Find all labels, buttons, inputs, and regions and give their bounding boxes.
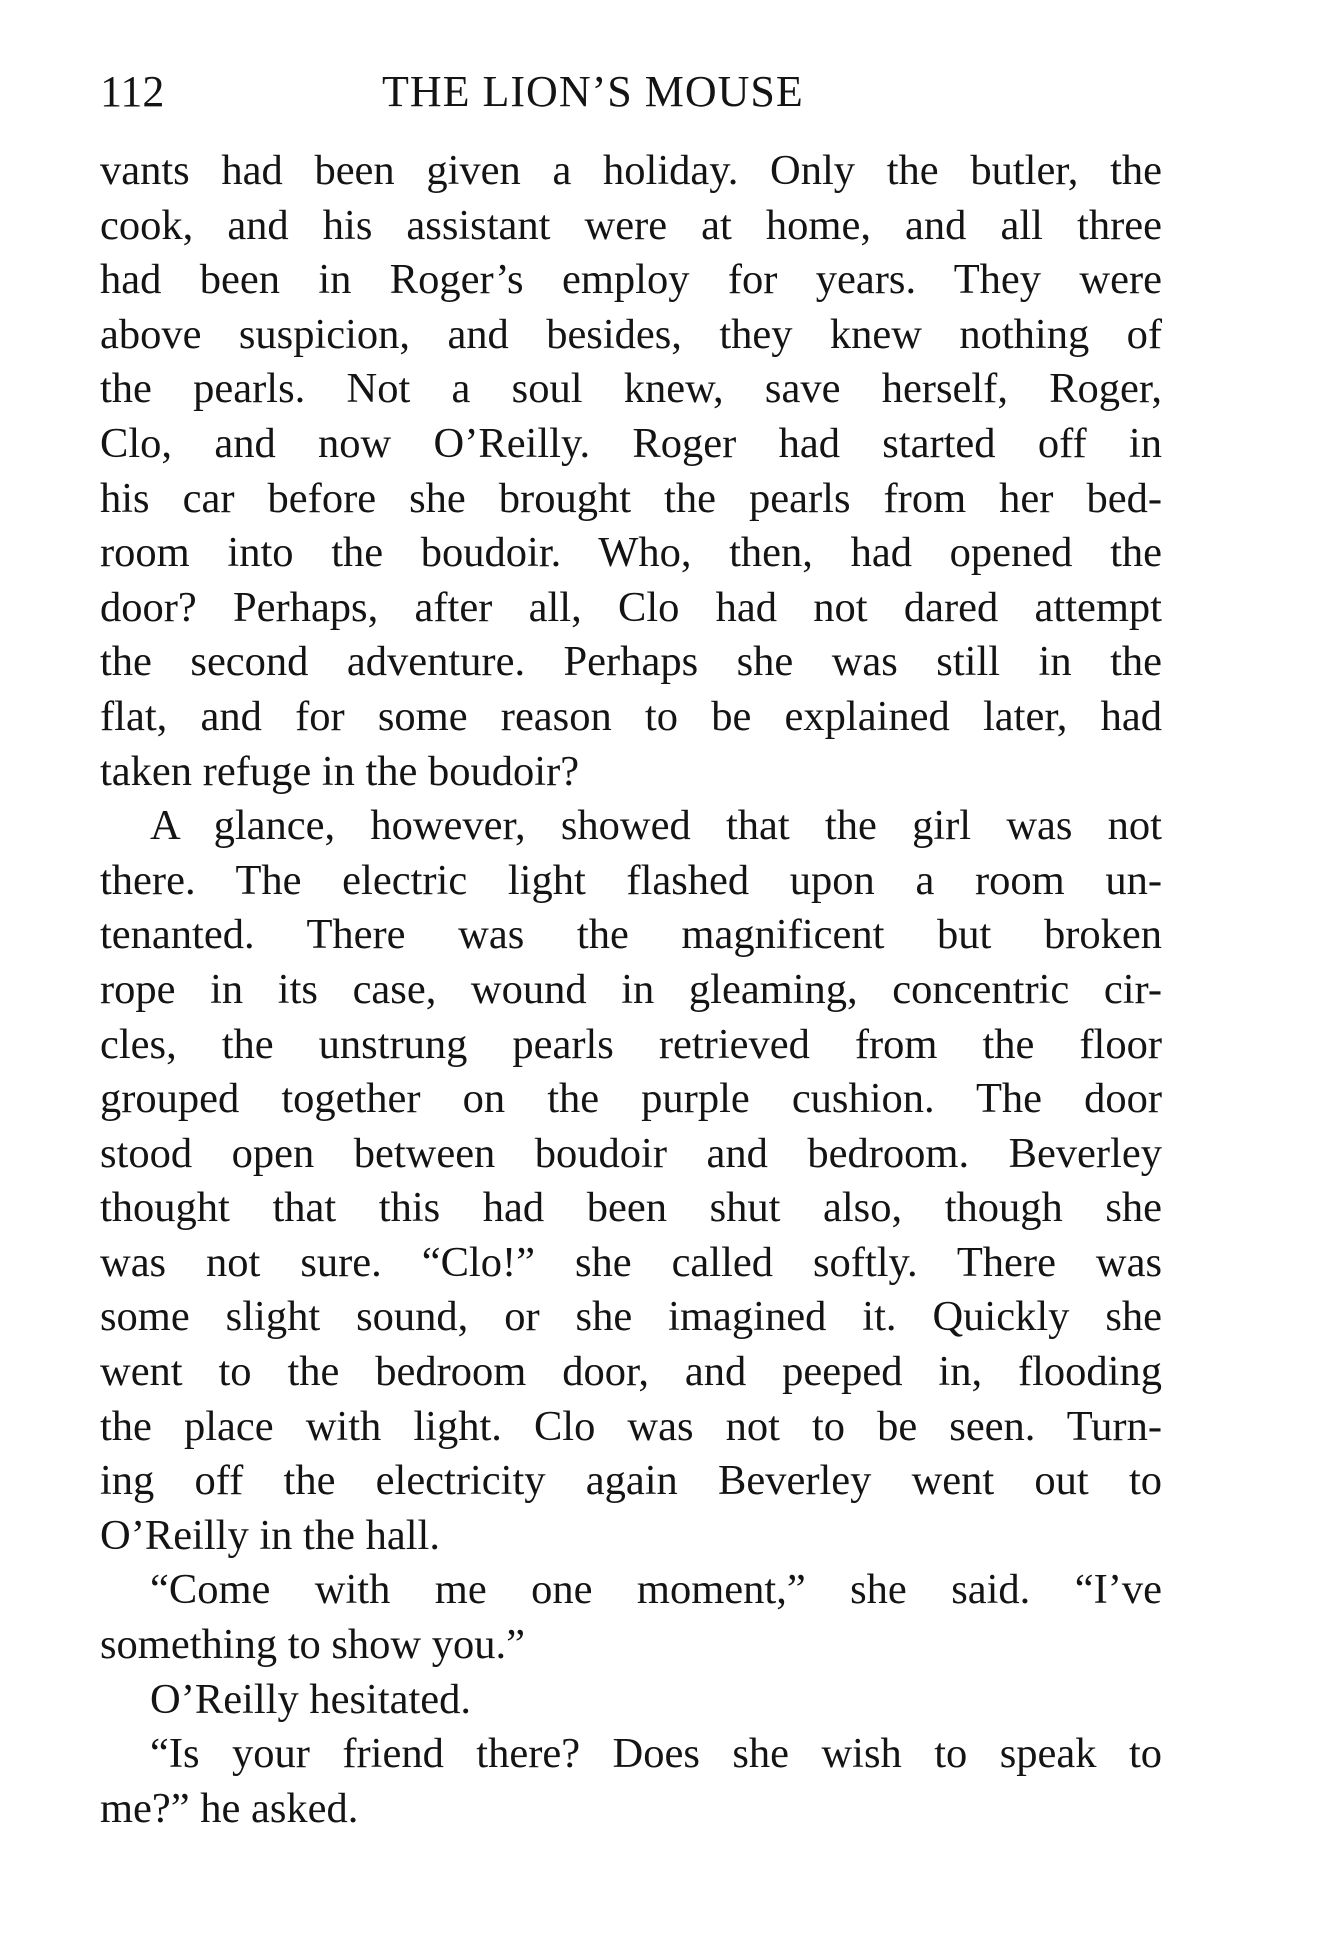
text-line: was not sure. “Clo!” she called softly. There was — [100, 1238, 1162, 1286]
text-line: Clo, and now O’Reilly. Roger had started off in — [100, 419, 1162, 467]
text-line: rope in its case, wound in gleaming, concentric cir- — [100, 965, 1162, 1013]
body-text — [100, 144, 1162, 1836]
text-line: cook, and his assistant were at home, and all three — [100, 201, 1162, 249]
running-head — [100, 62, 1160, 122]
text-line: above suspicion, and besides, they knew nothing of — [100, 310, 1162, 358]
text-line: O’Reilly hesitated. — [150, 1675, 472, 1723]
text-line: O’Reilly in the hall. — [100, 1511, 440, 1559]
text-line: the second adventure. Perhaps she was still in the — [100, 638, 1162, 686]
text-line: his car before she brought the pearls from her bed- — [100, 474, 1162, 522]
text-line: A glance, however, showed that the girl was not — [150, 802, 1162, 850]
text-line: “Is your friend there? Does she wish to speak to — [150, 1730, 1162, 1778]
text-line: stood open between boudoir and bedroom. Beverley — [100, 1129, 1162, 1177]
text-line: some slight sound, or she imagined it. Quickly she — [100, 1293, 1162, 1341]
text-line: went to the bedroom door, and peeped in, flooding — [100, 1348, 1162, 1396]
text-line: tenanted. There was the magnificent but broken — [100, 911, 1162, 959]
text-line: me?” he asked. — [100, 1784, 359, 1832]
text-line: the place with light. Clo was not to be seen. Turn- — [100, 1402, 1162, 1450]
text-line: vants had been given a holiday. Only the butler, the — [100, 147, 1162, 194]
text-line: there. The electric light flashed upon a room un- — [100, 856, 1162, 904]
text-line: thought that this had been shut also, though she — [100, 1184, 1162, 1232]
text-line: something to show you.” — [100, 1621, 525, 1669]
text-line: cles, the unstrung pearls retrieved from the floor — [100, 1020, 1162, 1068]
text-line: grouped together on the purple cushion. The door — [100, 1075, 1162, 1123]
text-line: the pearls. Not a soul knew, save herself, Roger, — [100, 365, 1162, 413]
text-line: flat, and for some reason to be explained later, had — [100, 692, 1162, 740]
text-line: taken refuge in the boudoir? — [100, 747, 580, 795]
text-line: ing off the electricity again Beverley went out to — [100, 1457, 1162, 1505]
text-line: “Come with me one moment,” she said. “I’ve — [150, 1566, 1162, 1614]
book-title: THE LION’S MOUSE — [382, 67, 804, 116]
text-line: room into the boudoir. Who, then, had opened the — [100, 529, 1162, 577]
text-line: had been in Roger’s employ for years. They were — [100, 256, 1162, 304]
text-line: door? Perhaps, after all, Clo had not dared attempt — [100, 583, 1162, 631]
page-number: 112 — [100, 67, 165, 116]
